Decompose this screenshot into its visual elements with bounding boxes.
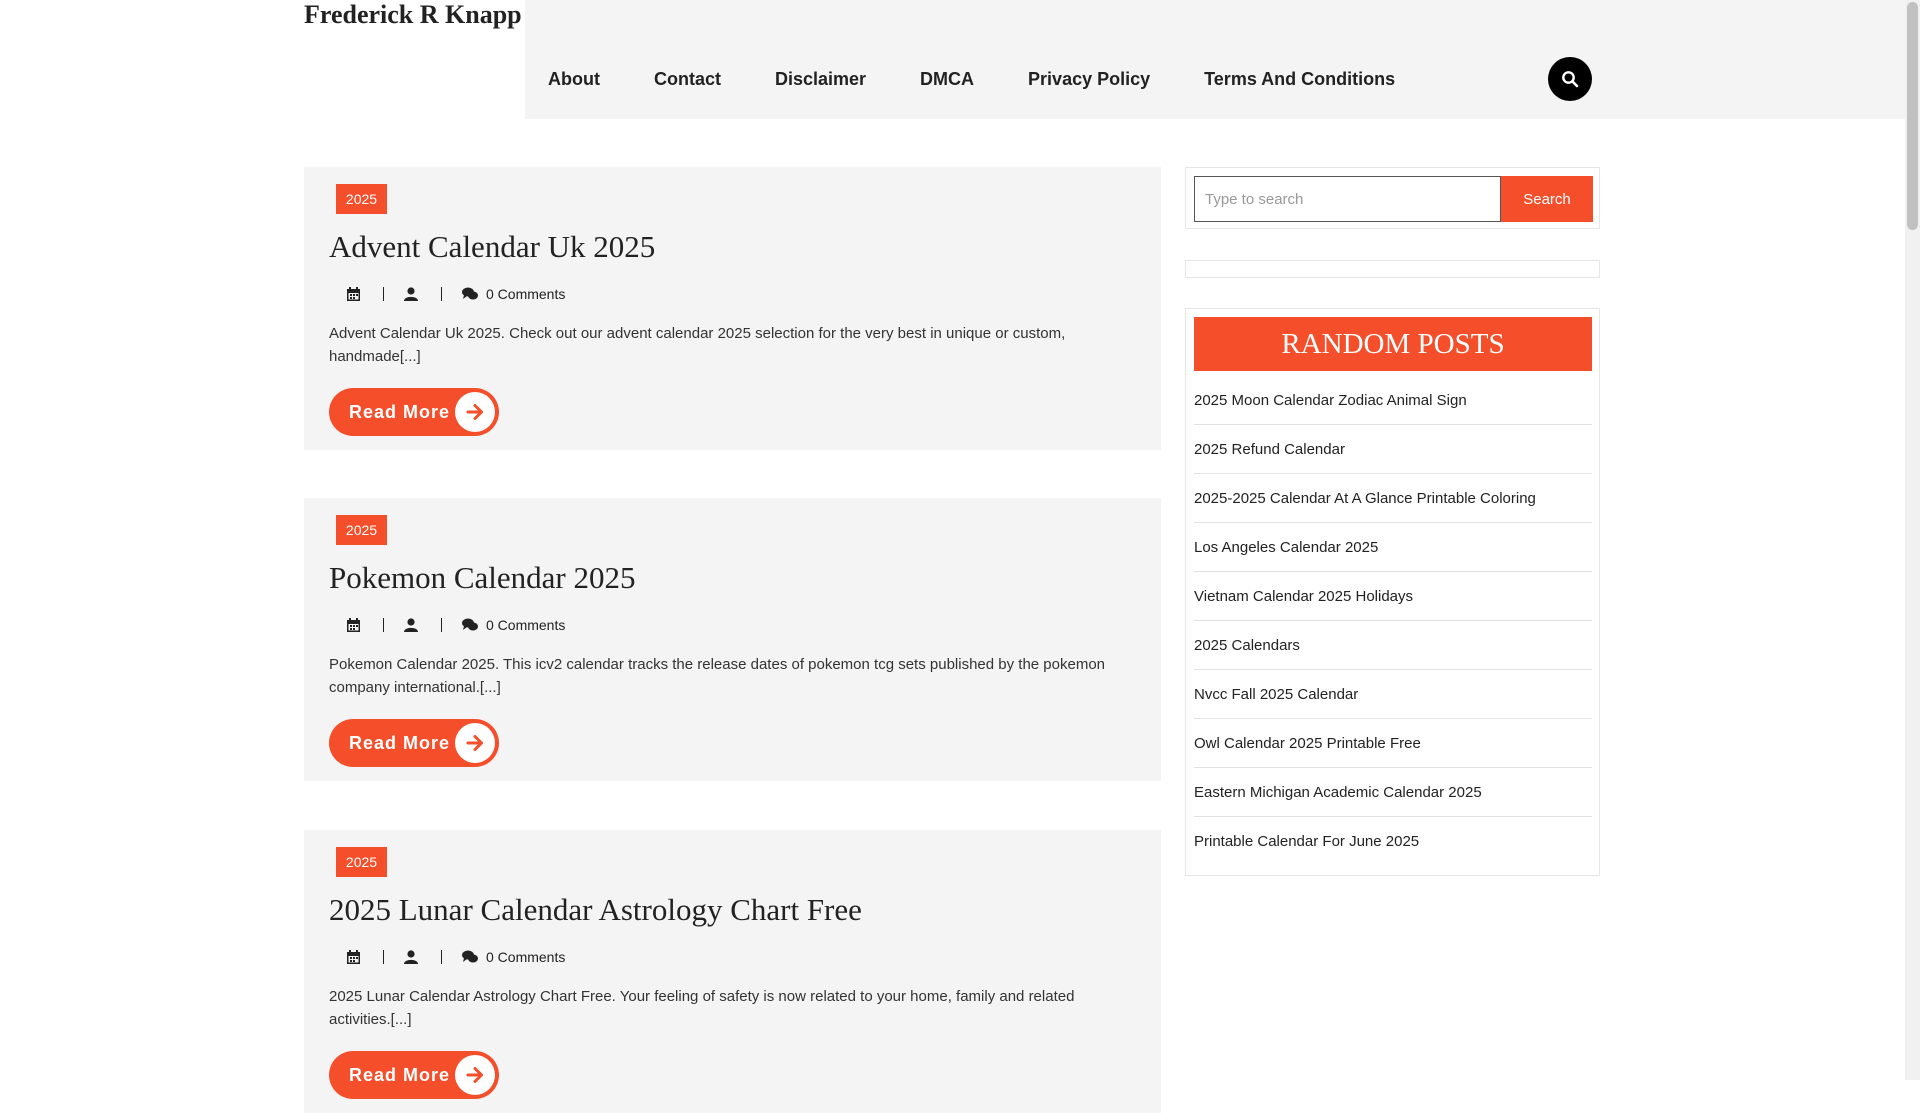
sidebar-search-widget — [1185, 167, 1600, 229]
post-card — [304, 498, 1161, 781]
post-card — [304, 167, 1161, 450]
read-more-label: Read More — [349, 401, 451, 422]
search-button[interactable]: Search — [1501, 176, 1593, 222]
post-title[interactable]: Advent Calendar Uk 2025 — [329, 229, 656, 264]
random-posts-heading: RANDOM POSTS — [1194, 317, 1592, 371]
random-post-link[interactable]: Nvcc Fall 2025 Calendar — [1194, 670, 1592, 719]
random-post-link[interactable]: 2025 Moon Calendar Zodiac Animal Sign — [1194, 381, 1592, 425]
meta-divider — [441, 618, 442, 632]
comments-count[interactable]: 0 Comments — [486, 286, 566, 302]
nav-item-about[interactable]: About — [548, 68, 600, 89]
post-meta — [347, 285, 565, 303]
nav-item-dmca[interactable]: DMCA — [920, 68, 975, 89]
meta-divider — [383, 287, 384, 301]
sidebar-empty-widget — [1185, 260, 1600, 278]
arrow-right-icon — [455, 1055, 495, 1095]
arrow-right-icon — [455, 723, 495, 763]
nav-item-disclaimer[interactable]: Disclaimer — [774, 68, 867, 89]
arrow-right-icon — [455, 392, 495, 432]
nav-item-privacy-policy[interactable]: Privacy Policy — [1028, 68, 1151, 89]
search-icon — [1561, 70, 1579, 88]
random-post-link[interactable]: Vietnam Calendar 2025 Holidays — [1194, 572, 1592, 621]
comments-count[interactable]: 0 Comments — [486, 617, 566, 633]
read-more-label: Read More — [349, 1064, 451, 1085]
comments-count[interactable]: 0 Comments — [486, 949, 566, 965]
random-posts-list — [1194, 381, 1592, 866]
comments-icon — [462, 618, 478, 632]
calendar-icon — [347, 618, 360, 632]
comments-icon — [462, 287, 478, 301]
brand-area — [0, 0, 525, 119]
random-post-link[interactable]: Los Angeles Calendar 2025 — [1194, 523, 1592, 572]
comments-icon — [462, 950, 478, 964]
read-more-button[interactable] — [329, 388, 499, 436]
read-more-button[interactable] — [329, 1051, 499, 1099]
read-more-label: Read More — [349, 732, 451, 753]
read-more-button[interactable] — [329, 719, 499, 767]
category-badge[interactable]: 2025 — [336, 515, 387, 545]
random-post-link[interactable]: 2025 Refund Calendar — [1194, 425, 1592, 474]
nav-bar — [525, 0, 1905, 119]
user-icon — [404, 950, 418, 964]
meta-divider — [441, 287, 442, 301]
user-icon — [404, 618, 418, 632]
random-post-link[interactable]: 2025-2025 Calendar At A Glance Printable Coloring — [1194, 474, 1592, 523]
main-nav — [548, 66, 1449, 92]
post-title[interactable]: Pokemon Calendar 2025 — [329, 560, 636, 595]
random-post-link[interactable]: Eastern Michigan Academic Calendar 2025 — [1194, 768, 1592, 817]
post-meta — [347, 948, 565, 966]
random-posts-widget — [1185, 308, 1600, 876]
header-search-button[interactable] — [1548, 57, 1592, 101]
random-post-link[interactable]: Printable Calendar For June 2025 — [1194, 833, 1420, 850]
random-post-link[interactable]: 2025 Calendars — [1194, 621, 1592, 670]
scrollbar-thumb[interactable] — [1907, 2, 1918, 230]
meta-divider — [383, 950, 384, 964]
post-excerpt: 2025 Lunar Calendar Astrology Chart Free. Your feeling of safety is now related to your home, family and related activities.[...] — [329, 988, 1075, 1028]
post-card — [304, 830, 1161, 1113]
meta-divider — [441, 950, 442, 964]
random-post-link[interactable]: Owl Calendar 2025 Printable Free — [1194, 719, 1592, 768]
meta-divider — [383, 618, 384, 632]
site-header — [0, 0, 1905, 119]
category-badge[interactable]: 2025 — [336, 184, 387, 214]
site-title[interactable]: Frederick R Knapp — [304, 0, 522, 29]
post-meta — [347, 616, 565, 634]
post-excerpt: Advent Calendar Uk 2025. Check out our advent calendar 2025 selection for the very best in unique or custom, handmade[...] — [329, 325, 1066, 365]
calendar-icon — [347, 287, 360, 301]
post-title[interactable]: 2025 Lunar Calendar Astrology Chart Free — [329, 892, 862, 927]
user-icon — [404, 287, 418, 301]
post-excerpt: Pokemon Calendar 2025. This icv2 calendar tracks the release dates of pokemon tcg sets published by the pokemon company international.[...] — [329, 656, 1106, 696]
category-badge[interactable]: 2025 — [336, 847, 387, 877]
calendar-icon — [347, 950, 360, 964]
nav-item-terms[interactable]: Terms And Conditions — [1204, 68, 1396, 89]
page-scrollbar[interactable] — [1905, 0, 1920, 1080]
search-input[interactable] — [1194, 176, 1501, 222]
nav-item-contact[interactable]: Contact — [653, 68, 721, 89]
